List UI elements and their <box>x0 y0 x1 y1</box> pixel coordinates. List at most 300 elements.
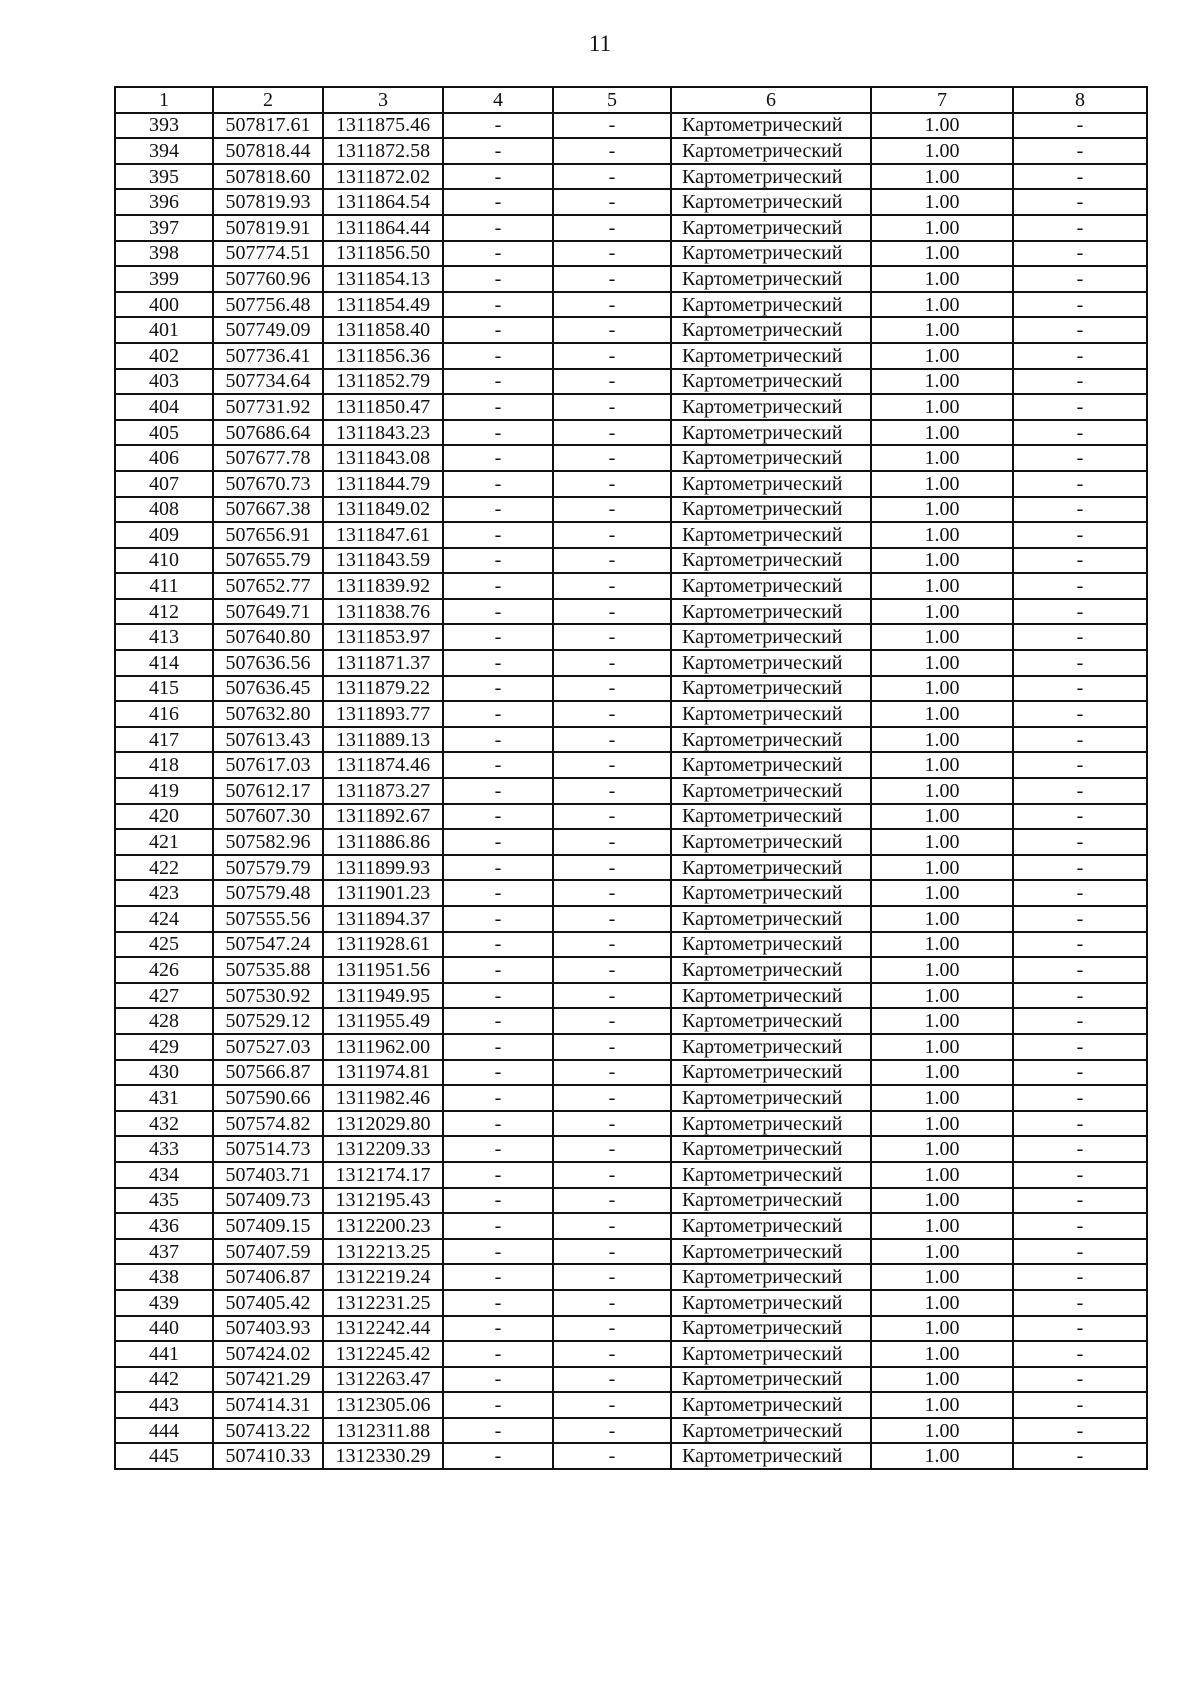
table-row <box>115 701 1147 727</box>
method-cell: Картометрический <box>671 369 871 395</box>
method-cell: Картометрический <box>671 983 871 1009</box>
col5-cell: - <box>553 522 671 548</box>
col8-cell: - <box>1013 522 1147 548</box>
col4-cell: - <box>443 1418 553 1444</box>
col4-cell: - <box>443 1341 553 1367</box>
y-coordinate-cell: 1311875.46 <box>323 113 443 139</box>
col8-cell: - <box>1013 1008 1147 1034</box>
table-row <box>115 266 1147 292</box>
col8-cell: - <box>1013 778 1147 804</box>
col8-cell: - <box>1013 1264 1147 1290</box>
col4-cell: - <box>443 266 553 292</box>
y-coordinate-cell: 1311843.59 <box>323 548 443 574</box>
col8-cell: - <box>1013 241 1147 267</box>
table-row <box>115 599 1147 625</box>
x-coordinate-cell: 507640.80 <box>213 624 323 650</box>
col4-cell: - <box>443 1034 553 1060</box>
col8-cell: - <box>1013 650 1147 676</box>
y-coordinate-cell: 1311949.95 <box>323 983 443 1009</box>
point-number-cell: 430 <box>115 1060 213 1086</box>
col5-cell: - <box>553 317 671 343</box>
point-number-cell: 393 <box>115 113 213 139</box>
table-row <box>115 752 1147 778</box>
x-coordinate-cell: 507413.22 <box>213 1418 323 1444</box>
y-coordinate-cell: 1312219.24 <box>323 1264 443 1290</box>
table-row <box>115 1060 1147 1086</box>
accuracy-cell: 1.00 <box>871 599 1013 625</box>
method-cell: Картометрический <box>671 880 871 906</box>
col5-cell: - <box>553 1341 671 1367</box>
col8-cell: - <box>1013 292 1147 318</box>
col5-cell: - <box>553 1085 671 1111</box>
table-header-row <box>115 87 1147 113</box>
accuracy-cell: 1.00 <box>871 1034 1013 1060</box>
method-cell: Картометрический <box>671 804 871 830</box>
point-number-cell: 445 <box>115 1443 213 1469</box>
col5-cell: - <box>553 1162 671 1188</box>
accuracy-cell: 1.00 <box>871 394 1013 420</box>
y-coordinate-cell: 1311849.02 <box>323 497 443 523</box>
point-number-cell: 398 <box>115 241 213 267</box>
col4-cell: - <box>443 369 553 395</box>
y-coordinate-cell: 1311879.22 <box>323 676 443 702</box>
col5-cell: - <box>553 778 671 804</box>
point-number-cell: 426 <box>115 957 213 983</box>
accuracy-cell: 1.00 <box>871 1008 1013 1034</box>
accuracy-cell: 1.00 <box>871 1341 1013 1367</box>
table-row <box>115 164 1147 190</box>
accuracy-cell: 1.00 <box>871 138 1013 164</box>
point-number-cell: 401 <box>115 317 213 343</box>
col8-cell: - <box>1013 113 1147 139</box>
method-cell: Картометрический <box>671 778 871 804</box>
col4-cell: - <box>443 420 553 446</box>
accuracy-cell: 1.00 <box>871 420 1013 446</box>
col5-cell: - <box>553 1008 671 1034</box>
x-coordinate-cell: 507819.91 <box>213 215 323 241</box>
col8-cell: - <box>1013 215 1147 241</box>
table-row <box>115 369 1147 395</box>
accuracy-cell: 1.00 <box>871 727 1013 753</box>
coordinates-table <box>114 86 1148 1470</box>
accuracy-cell: 1.00 <box>871 471 1013 497</box>
method-cell: Картометрический <box>671 1188 871 1214</box>
method-cell: Картометрический <box>671 445 871 471</box>
table-row <box>115 1188 1147 1214</box>
x-coordinate-cell: 507613.43 <box>213 727 323 753</box>
table-row <box>115 1392 1147 1418</box>
point-number-cell: 410 <box>115 548 213 574</box>
x-coordinate-cell: 507527.03 <box>213 1034 323 1060</box>
col8-cell: - <box>1013 573 1147 599</box>
y-coordinate-cell: 1312263.47 <box>323 1367 443 1393</box>
point-number-cell: 404 <box>115 394 213 420</box>
col8-cell: - <box>1013 394 1147 420</box>
col5-cell: - <box>553 599 671 625</box>
y-coordinate-cell: 1311853.97 <box>323 624 443 650</box>
col5-cell: - <box>553 1367 671 1393</box>
point-number-cell: 399 <box>115 266 213 292</box>
point-number-cell: 409 <box>115 522 213 548</box>
table-row <box>115 1085 1147 1111</box>
method-cell: Картометрический <box>671 189 871 215</box>
col4-cell: - <box>443 932 553 958</box>
col4-cell: - <box>443 1136 553 1162</box>
col8-cell: - <box>1013 804 1147 830</box>
x-coordinate-cell: 507774.51 <box>213 241 323 267</box>
x-coordinate-cell: 507590.66 <box>213 1085 323 1111</box>
col5-cell: - <box>553 1316 671 1342</box>
col5-cell: - <box>553 804 671 830</box>
table-row <box>115 1290 1147 1316</box>
col5-cell: - <box>553 1034 671 1060</box>
table-row <box>115 957 1147 983</box>
col5-cell: - <box>553 650 671 676</box>
col8-cell: - <box>1013 420 1147 446</box>
x-coordinate-cell: 507406.87 <box>213 1264 323 1290</box>
col4-cell: - <box>443 1392 553 1418</box>
col8-cell: - <box>1013 266 1147 292</box>
point-number-cell: 412 <box>115 599 213 625</box>
method-cell: Картометрический <box>671 266 871 292</box>
x-coordinate-cell: 507819.93 <box>213 189 323 215</box>
x-coordinate-cell: 507530.92 <box>213 983 323 1009</box>
accuracy-cell: 1.00 <box>871 369 1013 395</box>
x-coordinate-cell: 507403.93 <box>213 1316 323 1342</box>
point-number-cell: 418 <box>115 752 213 778</box>
col8-cell: - <box>1013 1290 1147 1316</box>
col4-cell: - <box>443 241 553 267</box>
col4-cell: - <box>443 599 553 625</box>
col4-cell: - <box>443 983 553 1009</box>
table-row <box>115 1367 1147 1393</box>
method-cell: Картометрический <box>671 1213 871 1239</box>
col5-cell: - <box>553 471 671 497</box>
col8-cell: - <box>1013 957 1147 983</box>
col5-cell: - <box>553 394 671 420</box>
col5-cell: - <box>553 420 671 446</box>
col5-cell: - <box>553 1188 671 1214</box>
method-cell: Картометрический <box>671 1264 871 1290</box>
col5-cell: - <box>553 138 671 164</box>
method-cell: Картометрический <box>671 548 871 574</box>
y-coordinate-cell: 1311847.61 <box>323 522 443 548</box>
point-number-cell: 440 <box>115 1316 213 1342</box>
y-coordinate-cell: 1311839.92 <box>323 573 443 599</box>
col4-cell: - <box>443 164 553 190</box>
col4-cell: - <box>443 343 553 369</box>
col5-cell: - <box>553 292 671 318</box>
table-row <box>115 1008 1147 1034</box>
column-header: 3 <box>323 87 443 113</box>
col4-cell: - <box>443 573 553 599</box>
x-coordinate-cell: 507760.96 <box>213 266 323 292</box>
y-coordinate-cell: 1311889.13 <box>323 727 443 753</box>
y-coordinate-cell: 1311872.58 <box>323 138 443 164</box>
col4-cell: - <box>443 1111 553 1137</box>
accuracy-cell: 1.00 <box>871 650 1013 676</box>
point-number-cell: 442 <box>115 1367 213 1393</box>
method-cell: Картометрический <box>671 1162 871 1188</box>
method-cell: Картометрический <box>671 164 871 190</box>
point-number-cell: 408 <box>115 497 213 523</box>
accuracy-cell: 1.00 <box>871 1316 1013 1342</box>
y-coordinate-cell: 1311951.56 <box>323 957 443 983</box>
point-number-cell: 427 <box>115 983 213 1009</box>
method-cell: Картометрический <box>671 752 871 778</box>
col4-cell: - <box>443 1085 553 1111</box>
accuracy-cell: 1.00 <box>871 1085 1013 1111</box>
method-cell: Картометрический <box>671 650 871 676</box>
col5-cell: - <box>553 215 671 241</box>
col8-cell: - <box>1013 369 1147 395</box>
x-coordinate-cell: 507617.03 <box>213 752 323 778</box>
accuracy-cell: 1.00 <box>871 778 1013 804</box>
col4-cell: - <box>443 804 553 830</box>
method-cell: Картометрический <box>671 215 871 241</box>
col5-cell: - <box>553 727 671 753</box>
method-cell: Картометрический <box>671 241 871 267</box>
column-header: 5 <box>553 87 671 113</box>
accuracy-cell: 1.00 <box>871 1392 1013 1418</box>
col5-cell: - <box>553 113 671 139</box>
y-coordinate-cell: 1311874.46 <box>323 752 443 778</box>
method-cell: Картометрический <box>671 292 871 318</box>
col5-cell: - <box>553 624 671 650</box>
col4-cell: - <box>443 317 553 343</box>
col4-cell: - <box>443 1290 553 1316</box>
table-row <box>115 880 1147 906</box>
col8-cell: - <box>1013 624 1147 650</box>
y-coordinate-cell: 1312029.80 <box>323 1111 443 1137</box>
x-coordinate-cell: 507636.45 <box>213 676 323 702</box>
col8-cell: - <box>1013 138 1147 164</box>
col4-cell: - <box>443 548 553 574</box>
col8-cell: - <box>1013 1341 1147 1367</box>
y-coordinate-cell: 1312195.43 <box>323 1188 443 1214</box>
col4-cell: - <box>443 138 553 164</box>
y-coordinate-cell: 1311856.36 <box>323 343 443 369</box>
accuracy-cell: 1.00 <box>871 1264 1013 1290</box>
col5-cell: - <box>553 957 671 983</box>
point-number-cell: 443 <box>115 1392 213 1418</box>
x-coordinate-cell: 507655.79 <box>213 548 323 574</box>
col4-cell: - <box>443 471 553 497</box>
col8-cell: - <box>1013 701 1147 727</box>
x-coordinate-cell: 507555.56 <box>213 906 323 932</box>
y-coordinate-cell: 1311844.79 <box>323 471 443 497</box>
accuracy-cell: 1.00 <box>871 1111 1013 1137</box>
accuracy-cell: 1.00 <box>871 676 1013 702</box>
col4-cell: - <box>443 394 553 420</box>
accuracy-cell: 1.00 <box>871 1418 1013 1444</box>
x-coordinate-cell: 507529.12 <box>213 1008 323 1034</box>
y-coordinate-cell: 1312311.88 <box>323 1418 443 1444</box>
y-coordinate-cell: 1312305.06 <box>323 1392 443 1418</box>
method-cell: Картометрический <box>671 138 871 164</box>
x-coordinate-cell: 507656.91 <box>213 522 323 548</box>
col8-cell: - <box>1013 343 1147 369</box>
column-header: 4 <box>443 87 553 113</box>
method-cell: Картометрический <box>671 497 871 523</box>
table-row <box>115 548 1147 574</box>
col5-cell: - <box>553 829 671 855</box>
point-number-cell: 396 <box>115 189 213 215</box>
y-coordinate-cell: 1311854.49 <box>323 292 443 318</box>
y-coordinate-cell: 1311886.86 <box>323 829 443 855</box>
accuracy-cell: 1.00 <box>871 1239 1013 1265</box>
col4-cell: - <box>443 650 553 676</box>
point-number-cell: 437 <box>115 1239 213 1265</box>
x-coordinate-cell: 507670.73 <box>213 471 323 497</box>
column-header: 2 <box>213 87 323 113</box>
method-cell: Картометрический <box>671 906 871 932</box>
col5-cell: - <box>553 1443 671 1469</box>
point-number-cell: 397 <box>115 215 213 241</box>
col4-cell: - <box>443 1239 553 1265</box>
col8-cell: - <box>1013 1034 1147 1060</box>
table-row <box>115 1341 1147 1367</box>
point-number-cell: 420 <box>115 804 213 830</box>
x-coordinate-cell: 507566.87 <box>213 1060 323 1086</box>
method-cell: Картометрический <box>671 676 871 702</box>
col4-cell: - <box>443 215 553 241</box>
col5-cell: - <box>553 164 671 190</box>
method-cell: Картометрический <box>671 727 871 753</box>
point-number-cell: 433 <box>115 1136 213 1162</box>
method-cell: Картометрический <box>671 1239 871 1265</box>
y-coordinate-cell: 1311856.50 <box>323 241 443 267</box>
col8-cell: - <box>1013 164 1147 190</box>
accuracy-cell: 1.00 <box>871 957 1013 983</box>
col8-cell: - <box>1013 471 1147 497</box>
method-cell: Картометрический <box>671 1034 871 1060</box>
x-coordinate-cell: 507409.73 <box>213 1188 323 1214</box>
col4-cell: - <box>443 752 553 778</box>
accuracy-cell: 1.00 <box>871 906 1013 932</box>
y-coordinate-cell: 1311852.79 <box>323 369 443 395</box>
y-coordinate-cell: 1311850.47 <box>323 394 443 420</box>
table-row <box>115 445 1147 471</box>
x-coordinate-cell: 507818.44 <box>213 138 323 164</box>
col8-cell: - <box>1013 1239 1147 1265</box>
col4-cell: - <box>443 113 553 139</box>
table-row <box>115 778 1147 804</box>
point-number-cell: 425 <box>115 932 213 958</box>
method-cell: Картометрический <box>671 1085 871 1111</box>
col5-cell: - <box>553 445 671 471</box>
column-header: 6 <box>671 87 871 113</box>
col4-cell: - <box>443 880 553 906</box>
col8-cell: - <box>1013 752 1147 778</box>
y-coordinate-cell: 1312209.33 <box>323 1136 443 1162</box>
accuracy-cell: 1.00 <box>871 241 1013 267</box>
col5-cell: - <box>553 548 671 574</box>
column-header: 8 <box>1013 87 1147 113</box>
table-row <box>115 624 1147 650</box>
x-coordinate-cell: 507405.42 <box>213 1290 323 1316</box>
accuracy-cell: 1.00 <box>871 266 1013 292</box>
table-row <box>115 1316 1147 1342</box>
table-row <box>115 189 1147 215</box>
y-coordinate-cell: 1312213.25 <box>323 1239 443 1265</box>
col5-cell: - <box>553 1418 671 1444</box>
col5-cell: - <box>553 1264 671 1290</box>
col8-cell: - <box>1013 829 1147 855</box>
method-cell: Картометрический <box>671 1316 871 1342</box>
col4-cell: - <box>443 445 553 471</box>
x-coordinate-cell: 507677.78 <box>213 445 323 471</box>
accuracy-cell: 1.00 <box>871 1162 1013 1188</box>
table-row <box>115 1162 1147 1188</box>
table-row <box>115 1111 1147 1137</box>
col5-cell: - <box>553 1239 671 1265</box>
table-row <box>115 573 1147 599</box>
point-number-cell: 417 <box>115 727 213 753</box>
col5-cell: - <box>553 369 671 395</box>
table-row <box>115 1239 1147 1265</box>
method-cell: Картометрический <box>671 1136 871 1162</box>
table-row <box>115 317 1147 343</box>
col5-cell: - <box>553 880 671 906</box>
point-number-cell: 416 <box>115 701 213 727</box>
method-cell: Картометрический <box>671 701 871 727</box>
col4-cell: - <box>443 522 553 548</box>
col8-cell: - <box>1013 1392 1147 1418</box>
col4-cell: - <box>443 292 553 318</box>
point-number-cell: 444 <box>115 1418 213 1444</box>
point-number-cell: 432 <box>115 1111 213 1137</box>
point-number-cell: 436 <box>115 1213 213 1239</box>
x-coordinate-cell: 507649.71 <box>213 599 323 625</box>
method-cell: Картометрический <box>671 932 871 958</box>
x-coordinate-cell: 507734.64 <box>213 369 323 395</box>
table-row <box>115 113 1147 139</box>
accuracy-cell: 1.00 <box>871 215 1013 241</box>
method-cell: Картометрический <box>671 1008 871 1034</box>
table-row <box>115 829 1147 855</box>
point-number-cell: 421 <box>115 829 213 855</box>
col4-cell: - <box>443 1367 553 1393</box>
col4-cell: - <box>443 1316 553 1342</box>
accuracy-cell: 1.00 <box>871 164 1013 190</box>
method-cell: Картометрический <box>671 1443 871 1469</box>
col4-cell: - <box>443 701 553 727</box>
col4-cell: - <box>443 957 553 983</box>
table-row <box>115 497 1147 523</box>
accuracy-cell: 1.00 <box>871 1213 1013 1239</box>
table-row <box>115 1136 1147 1162</box>
table-row <box>115 471 1147 497</box>
point-number-cell: 406 <box>115 445 213 471</box>
x-coordinate-cell: 507547.24 <box>213 932 323 958</box>
method-cell: Картометрический <box>671 624 871 650</box>
col4-cell: - <box>443 624 553 650</box>
col4-cell: - <box>443 1060 553 1086</box>
method-cell: Картометрический <box>671 1111 871 1137</box>
col4-cell: - <box>443 1264 553 1290</box>
y-coordinate-cell: 1311982.46 <box>323 1085 443 1111</box>
point-number-cell: 424 <box>115 906 213 932</box>
col5-cell: - <box>553 573 671 599</box>
y-coordinate-cell: 1311974.81 <box>323 1060 443 1086</box>
point-number-cell: 405 <box>115 420 213 446</box>
col8-cell: - <box>1013 1443 1147 1469</box>
col8-cell: - <box>1013 1367 1147 1393</box>
x-coordinate-cell: 507736.41 <box>213 343 323 369</box>
accuracy-cell: 1.00 <box>871 343 1013 369</box>
y-coordinate-cell: 1312330.29 <box>323 1443 443 1469</box>
